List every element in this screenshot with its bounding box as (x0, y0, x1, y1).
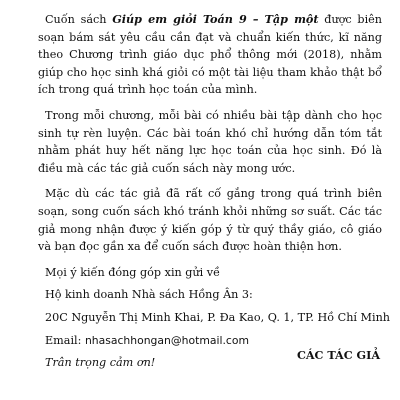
feedback-paragraph: Mặc dù các tác giả đã rất cố gắng trong quá trình biên soạn, song cuốn sách khó tránh khỏi những sơ suất. Các tác giả mong nhận được ý kiến góp ý từ quý thầy giáo, cô giáo và bạn đọc gần xa để cuốn sách được hoàn thiện hơn. (38, 187, 382, 254)
email-line (38, 332, 382, 350)
intro-lead-text: Cuốn sách (45, 13, 113, 26)
email-label: Email: (45, 333, 85, 347)
company-address: 20C Nguyễn Thị Minh Khai, P. Đa Kao, Q. 1, TP. Hồ Chí Minh (45, 310, 390, 324)
intro-body-text: được biên soạn bám sát yêu cầu cần đạt và chuẩn kiến thức, kĩ năng theo Chương trình giáo dục phổ thông mới (2018), nhằm giúp cho học sinh khá giỏi có một tài liệu tham khảo thật bổ ích trong quá trình học toán của mình. (38, 13, 382, 97)
email-address: nhasachhongan@hotmail.com (84, 333, 249, 347)
authors-signature: CÁC TÁC GIẢ (296, 348, 380, 362)
intro-paragraph (38, 11, 382, 99)
contact-intro: Mọi ý kiến đóng góp xin gửi về (45, 265, 220, 279)
exercises-paragraph: Trong mỗi chương, mỗi bài có nhiều bài tập dành cho học sinh tự rèn luyện. Các bài toán khó chỉ hướng dẫn tóm tắt nhằm phát huy hết năng lực học toán của học sinh. Đó là điều mà các tác giả cuốn sách này mong ước. (38, 108, 382, 175)
book-title: Giúp em giỏi Toán 9 – Tập một (112, 12, 319, 26)
company-name: Hộ kinh doanh Nhà sách Hồng Ân 3: (45, 288, 253, 302)
closing-thanks: Trân trọng cảm ơn! (45, 356, 156, 370)
